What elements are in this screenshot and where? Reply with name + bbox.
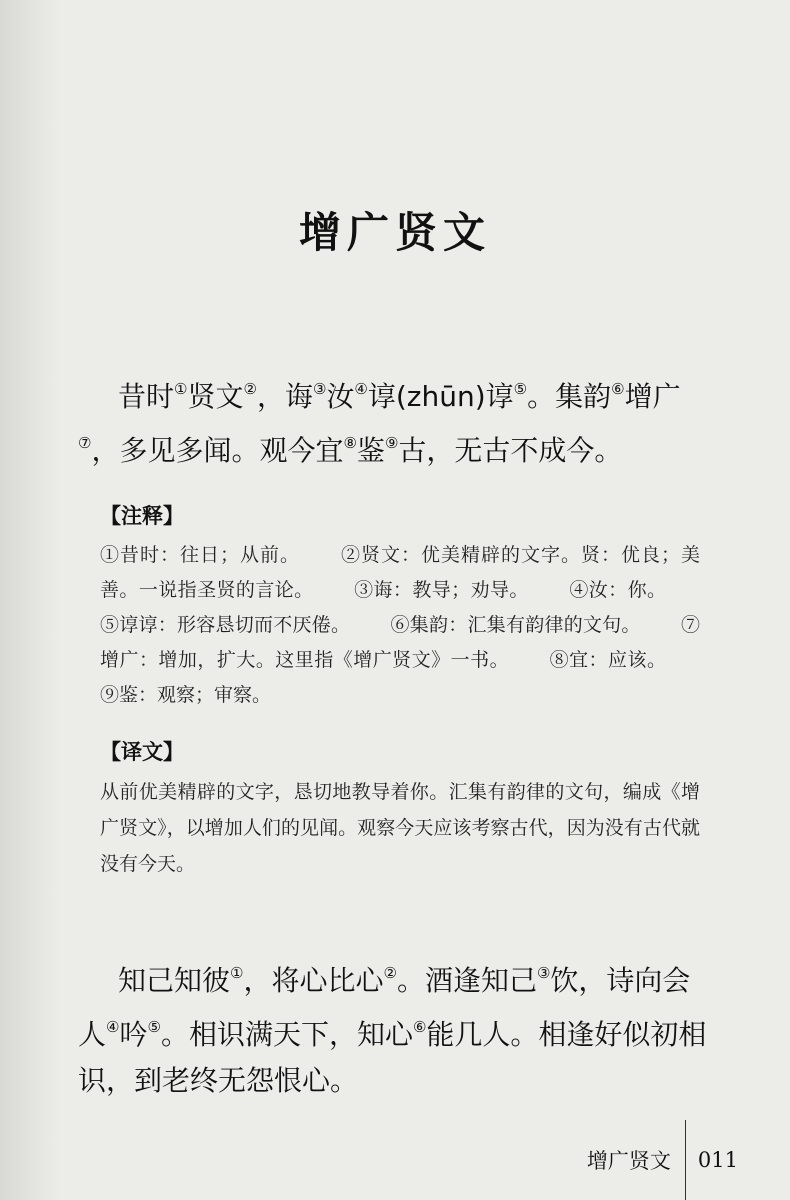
note-item: ⑤谆谆：形容恳切而不厌倦。 (100, 614, 351, 636)
page-footer (587, 1120, 738, 1200)
footnote-marker: ③ (312, 380, 327, 398)
verse-text: 增广 (624, 380, 681, 413)
footnote-marker: ⑥ (412, 1018, 427, 1036)
note-item: ⑥集韵：汇集有韵律的文句。 (390, 614, 641, 636)
verse-text: 饮，诗向会人 (78, 964, 691, 1051)
note-item: ⑨鉴：观察；审察。 (100, 684, 272, 706)
verse-text: 贤文 (187, 380, 244, 413)
footnote-marker: ⑦ (78, 434, 92, 452)
verse-text: 汝 (326, 380, 355, 413)
page-gutter-shadow (0, 0, 60, 1200)
verse-text: 谆(zhūn)谆 (367, 380, 514, 413)
footnote-marker: ② (243, 380, 257, 398)
verse-text: 。酒逢知己 (396, 964, 537, 997)
notes-list (100, 538, 700, 713)
footnote-marker: ⑤ (513, 380, 528, 398)
footnote-marker: ⑧ (343, 434, 357, 452)
page-number: 011 (697, 1148, 738, 1172)
note-item: ①昔时：往日；从前。 (100, 544, 300, 566)
verse-text: 昔时 (118, 380, 175, 413)
footnote-marker: ⑨ (384, 434, 399, 452)
verse-1 (78, 366, 708, 474)
footnote-marker: ⑤ (147, 1018, 161, 1036)
note-item: ⑧宜：应该。 (549, 649, 666, 671)
verse-text: 吟 (119, 1018, 148, 1051)
verse-text: ，诲 (256, 380, 313, 413)
verse-text: 知己知彼 (118, 964, 231, 997)
footnote-marker: ③ (536, 964, 551, 982)
verse-text: ，多见多闻。观今宜 (91, 434, 344, 467)
page-title: 增广贤文 (298, 208, 491, 257)
verse-text: 。相识满天下，知心 (160, 1018, 413, 1051)
verse-text: 古，无古不成今。 (398, 434, 623, 467)
footnote-marker: ① (230, 964, 244, 982)
translation-heading: 【译文】 (100, 740, 184, 764)
verse-2 (78, 950, 708, 1104)
verse-text: 鉴 (356, 434, 385, 467)
verse-text: 。集韵 (527, 380, 612, 413)
footnote-marker: ② (383, 964, 397, 982)
verse-text: ，将心比心 (243, 964, 384, 997)
running-footer-title: 增广贤文 (586, 1149, 671, 1173)
translation-text: 从前优美精辟的文字，恳切地教导着你。汇集有韵律的文句，编成《增广贤文》，以增加人们的见闻。观察今天应该考察古代，因为没有古代就没有今天。 (100, 781, 700, 875)
footnote-marker: ④ (106, 1018, 120, 1036)
note-item: ⑦增广：增加，扩大。这里指《增广贤文》一书。 (100, 614, 700, 671)
notes-heading: 【注释】 (100, 504, 184, 528)
footnote-marker: ① (174, 380, 188, 398)
verse-text: 能几人。相逢好似初相识，到老终无怨恨心。 (78, 1018, 707, 1097)
note-item: ③诲：教导；劝导。 (354, 579, 529, 601)
note-item: ④汝：你。 (569, 579, 666, 601)
note-item: ②贤文：优美精辟的文字。贤：优良；美善。一说指圣贤的言论。 (100, 544, 700, 601)
footnote-marker: ⑥ (611, 380, 625, 398)
footnote-marker: ④ (354, 380, 368, 398)
